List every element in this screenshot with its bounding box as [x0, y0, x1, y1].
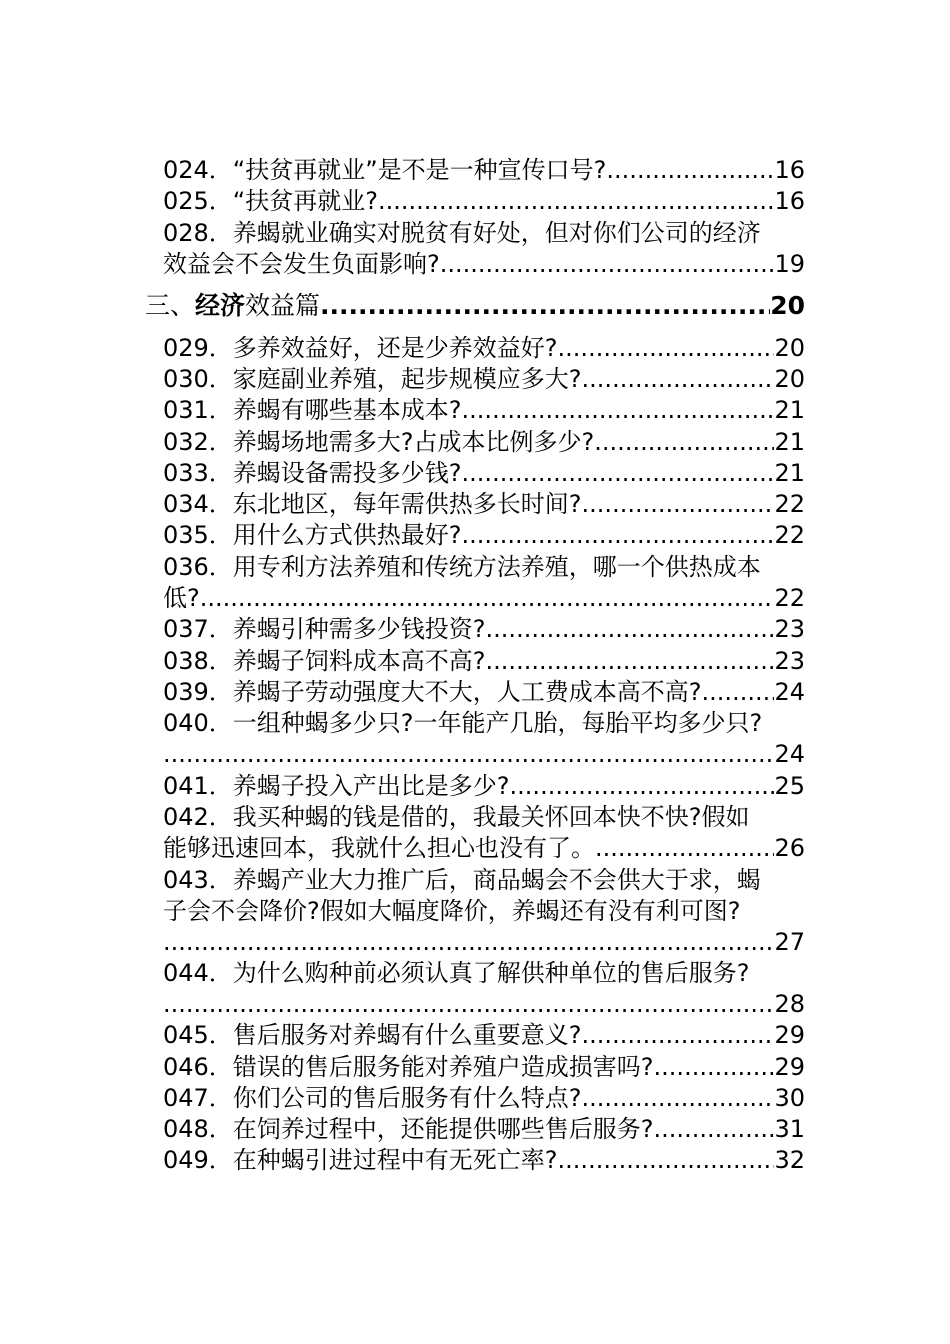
toc-entry-page: 20 [774, 365, 805, 393]
toc-entry-title: 025．“扶贫再就业? [163, 187, 378, 215]
toc-entry-page: 32 [774, 1146, 805, 1174]
toc-entry-page: 20 [774, 334, 805, 362]
toc-entry-title: 044．为什么购种前必须认真了解供种单位的售后服务? [163, 959, 750, 987]
toc-entry[interactable] [163, 186, 805, 217]
toc-entry[interactable] [163, 614, 805, 645]
toc-entry[interactable] [163, 958, 805, 1020]
toc-entry-page: 23 [774, 647, 805, 675]
toc-entry-title-cont: 效益会不会发生负面影响? [163, 250, 440, 278]
toc-entry[interactable] [163, 218, 805, 280]
toc-entry[interactable] [163, 771, 805, 802]
toc-entry-page: 21 [774, 459, 805, 487]
toc-entry-title: 043．养蝎产业大力推广后，商品蝎会不会供大于求，蝎 [163, 866, 761, 894]
toc-entry-page: 27 [774, 928, 805, 956]
toc-entry-title: 029．多养效益好，还是少养效益好? [163, 334, 558, 362]
toc-entry-page: 25 [774, 772, 805, 800]
toc-entry-title-cont: 低? [163, 584, 200, 612]
toc-entry-title: 037．养蝎引种需多少钱投资? [163, 615, 486, 643]
toc-entry-page: 31 [774, 1115, 805, 1143]
toc-entry[interactable] [163, 708, 805, 770]
toc-entry-title: 032．养蝎场地需多大?占成本比例多少? [163, 428, 595, 456]
toc-entry[interactable] [163, 1145, 805, 1176]
toc-entry-title: 039．养蝎子劳动强度大不大，人工费成本高不高? [163, 678, 702, 706]
section-page: 20 [770, 291, 805, 320]
toc-entry-page: 23 [774, 615, 805, 643]
toc-entry-page: 24 [774, 740, 805, 768]
toc-entry[interactable] [163, 520, 805, 551]
toc-entry-page: 22 [774, 490, 805, 518]
toc-entry-title: 045．售后服务对养蝎有什么重要意义? [163, 1021, 582, 1049]
toc-entry-title: 041．养蝎子投入产出比是多少? [163, 772, 510, 800]
toc-entry-page: 21 [774, 428, 805, 456]
section-title: 三、经济效益篇 [145, 291, 321, 320]
toc-entry-title: 036．用专利方法养殖和传统方法养殖，哪一个供热成本 [163, 553, 761, 581]
toc-entry-page: 29 [774, 1053, 805, 1081]
toc-entry[interactable] [163, 802, 805, 864]
toc-entry-page: 28 [774, 990, 805, 1018]
toc-entry-title-cont: 子会不会降价?假如大幅度降价，养蝎还有没有利可图? [163, 897, 741, 925]
toc-entry-title: 042．我买种蝎的钱是借的，我最关怀回本快不快?假如 [163, 803, 750, 831]
toc-entry-title: 038．养蝎子饲料成本高不高? [163, 647, 486, 675]
toc-entry-page: 16 [774, 156, 805, 184]
toc-entry-title: 024．“扶贫再就业”是不是一种宣传口号? [163, 156, 607, 184]
toc-entry-page: 26 [774, 834, 805, 862]
toc-entry-title: 033．养蝎设备需投多少钱? [163, 459, 462, 487]
toc-entry-title: 028．养蝎就业确实对脱贫有好处，但对你们公司的经济 [163, 219, 761, 247]
toc-entry[interactable] [163, 646, 805, 677]
toc-entry-title: 046．错误的售后服务能对养殖户造成损害吗? [163, 1053, 654, 1081]
toc-entry[interactable] [163, 552, 805, 614]
toc-entry-title: 030．家庭副业养殖，起步规模应多大? [163, 365, 582, 393]
toc-entry[interactable] [163, 395, 805, 426]
toc-entry[interactable] [163, 333, 805, 364]
toc-entry[interactable] [163, 1020, 805, 1051]
toc-entry-page: 16 [774, 187, 805, 215]
toc-entry-title: 035．用什么方式供热最好? [163, 521, 462, 549]
toc-entry-title-cont: 能够迅速回本，我就什么担心也没有了。 [163, 834, 595, 862]
toc-entry[interactable] [163, 1114, 805, 1145]
toc-entry-title: 031．养蝎有哪些基本成本? [163, 396, 462, 424]
toc-entry[interactable] [163, 489, 805, 520]
toc-entry-title: 047．你们公司的售后服务有什么特点? [163, 1084, 582, 1112]
toc-entry[interactable] [163, 364, 805, 395]
toc-entry-page: 22 [774, 584, 805, 612]
toc-entry[interactable] [163, 1083, 805, 1114]
section-heading-economic-benefits[interactable] [145, 290, 805, 321]
toc-entry[interactable] [163, 865, 805, 958]
toc-entry-page: 19 [774, 250, 805, 278]
toc-entry-page: 21 [774, 396, 805, 424]
toc-entry[interactable] [163, 458, 805, 489]
toc-entry[interactable] [163, 677, 805, 708]
toc-entry-title: 040．一组种蝎多少只?一年能产几胎，每胎平均多少只? [163, 709, 763, 737]
toc-entry[interactable] [163, 1052, 805, 1083]
toc-entry-title: 049．在种蝎引进过程中有无死亡率? [163, 1146, 558, 1174]
toc-entry-page: 30 [774, 1084, 805, 1112]
toc-entry-title: 034．东北地区，每年需供热多长时间? [163, 490, 582, 518]
toc-entry-page: 29 [774, 1021, 805, 1049]
toc-entry-page: 24 [774, 678, 805, 706]
toc-entry[interactable] [163, 427, 805, 458]
toc-entry[interactable] [163, 155, 805, 186]
toc-entry-title: 048．在饲养过程中，还能提供哪些售后服务? [163, 1115, 654, 1143]
toc-entry-page: 22 [774, 521, 805, 549]
